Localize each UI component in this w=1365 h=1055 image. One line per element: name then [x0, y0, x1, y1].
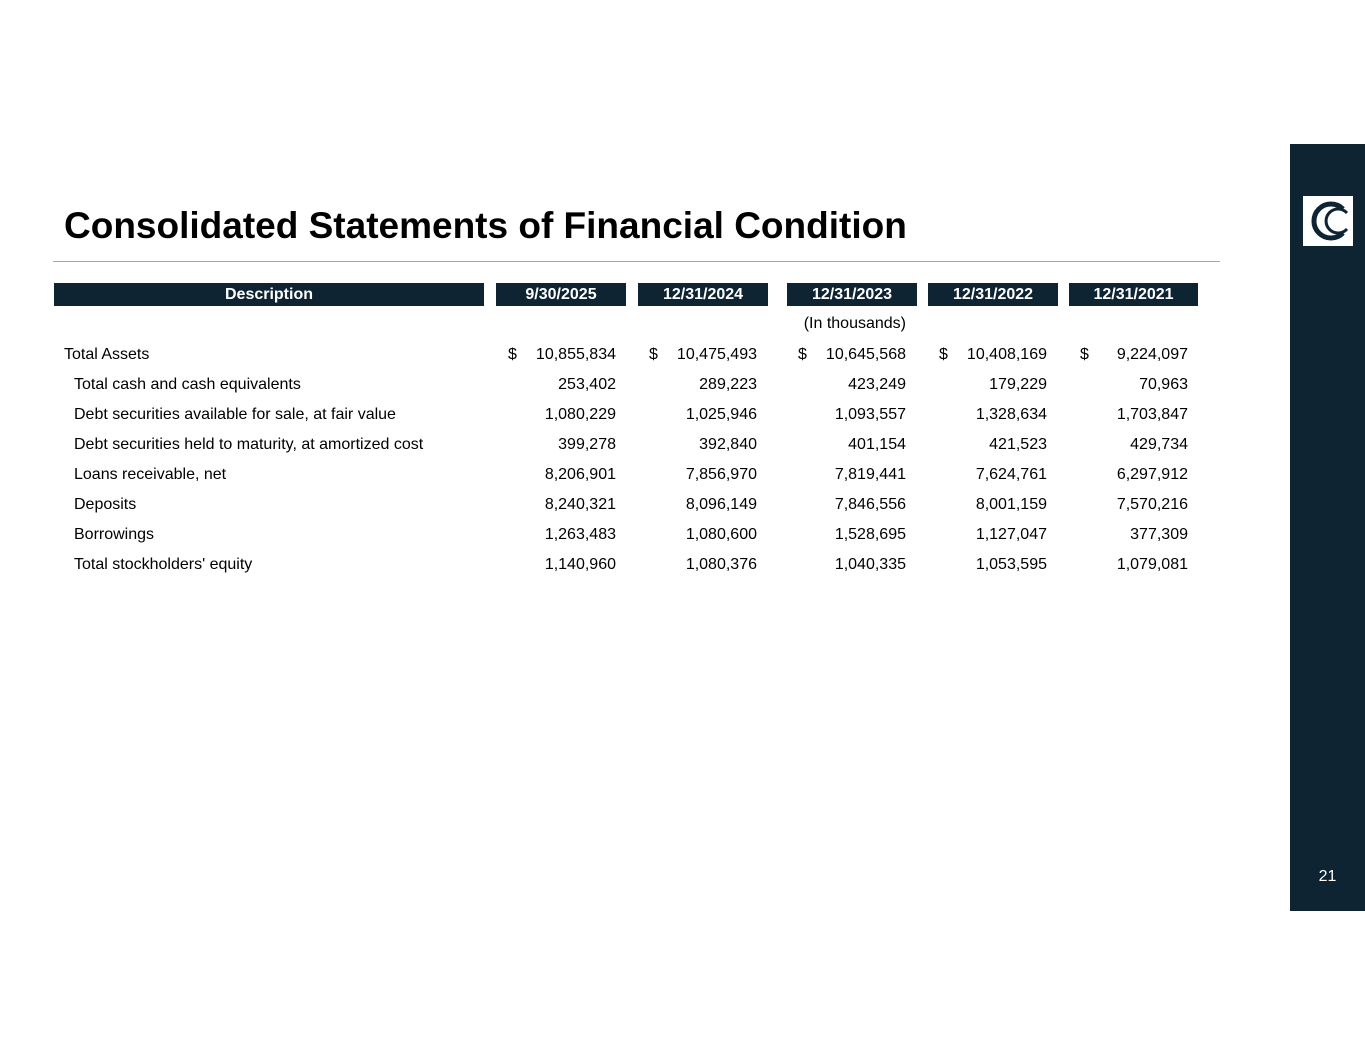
- row-value: 7,624,761: [975, 466, 1047, 483]
- row-value: 253,402: [558, 376, 616, 393]
- header-col-3: 12/31/2023: [787, 283, 917, 306]
- table-row: [0, 465, 1230, 495]
- row-value: 7,570,216: [1116, 496, 1188, 513]
- company-logo-icon: [1303, 196, 1353, 246]
- row-value: 1,263,483: [544, 526, 616, 543]
- row-value: 1,093,557: [834, 406, 906, 423]
- row-label: Loans receivable, net: [74, 466, 227, 483]
- currency-symbol: $: [939, 346, 948, 363]
- row-value: 10,408,169: [966, 346, 1047, 363]
- row-value: 10,475,493: [676, 346, 757, 363]
- row-label: Total Assets: [64, 346, 150, 363]
- row-label: Debt securities held to maturity, at amortized cost: [74, 436, 424, 453]
- currency-symbol: $: [649, 346, 658, 363]
- page-title: Consolidated Statements of Financial Condition: [64, 205, 907, 246]
- row-value: 7,846,556: [834, 496, 906, 513]
- row-value: 1,080,600: [685, 526, 757, 543]
- row-value: 421,523: [989, 436, 1047, 453]
- row-value: 429,734: [1130, 436, 1188, 453]
- row-label: Debt securities available for sale, at fair value: [74, 406, 396, 423]
- header-col-5: 12/31/2021: [1069, 283, 1198, 306]
- table-row: [0, 495, 1230, 525]
- row-value: 1,328,634: [975, 406, 1047, 423]
- row-value: 6,297,912: [1116, 466, 1188, 483]
- row-label: Total cash and cash equivalents: [74, 376, 301, 393]
- row-value: 10,645,568: [825, 346, 906, 363]
- row-value: 1,025,946: [685, 406, 757, 423]
- row-value: 399,278: [558, 436, 616, 453]
- table-row: [0, 525, 1230, 555]
- table-row: [0, 435, 1230, 465]
- page-number: 21: [1318, 868, 1337, 885]
- row-value: 7,819,441: [834, 466, 906, 483]
- title-divider: [53, 261, 1220, 262]
- currency-symbol: $: [798, 346, 807, 363]
- table-row: [0, 405, 1230, 435]
- row-value: 8,001,159: [975, 496, 1047, 513]
- row-value: 401,154: [848, 436, 906, 453]
- row-value: 8,206,901: [544, 466, 616, 483]
- row-value: 1,703,847: [1116, 406, 1188, 423]
- units-note: (In thousands): [803, 315, 906, 332]
- row-value: 392,840: [699, 436, 757, 453]
- currency-symbol: $: [508, 346, 517, 363]
- row-value: 70,963: [1139, 376, 1188, 393]
- row-value: 1,080,229: [544, 406, 616, 423]
- row-value: 1,127,047: [975, 526, 1047, 543]
- row-value: 9,224,097: [1116, 346, 1188, 363]
- row-value: 8,240,321: [544, 496, 616, 513]
- row-value: 10,855,834: [535, 346, 616, 363]
- table-row: [0, 555, 1230, 585]
- row-label: Deposits: [74, 496, 137, 513]
- table-row: [0, 375, 1230, 405]
- row-value: 8,096,149: [685, 496, 757, 513]
- row-value: 1,079,081: [1116, 556, 1188, 573]
- table-row: [0, 345, 1230, 375]
- row-value: 289,223: [699, 376, 757, 393]
- row-value: 1,080,376: [685, 556, 757, 573]
- row-value: 179,229: [989, 376, 1047, 393]
- row-label: Borrowings: [74, 526, 155, 543]
- header-description: Description: [54, 283, 484, 306]
- row-value: 1,040,335: [834, 556, 906, 573]
- row-value: 377,309: [1130, 526, 1188, 543]
- row-value: 423,249: [848, 376, 906, 393]
- header-col-1: 9/30/2025: [496, 283, 626, 306]
- row-value: 7,856,970: [685, 466, 757, 483]
- row-value: 1,140,960: [544, 556, 616, 573]
- sidebar: [1290, 144, 1365, 911]
- header-col-2: 12/31/2024: [638, 283, 768, 306]
- row-label: Total stockholders' equity: [74, 556, 253, 573]
- header-col-4: 12/31/2022: [928, 283, 1058, 306]
- row-value: 1,528,695: [834, 526, 906, 543]
- currency-symbol: $: [1080, 346, 1089, 363]
- row-value: 1,053,595: [975, 556, 1047, 573]
